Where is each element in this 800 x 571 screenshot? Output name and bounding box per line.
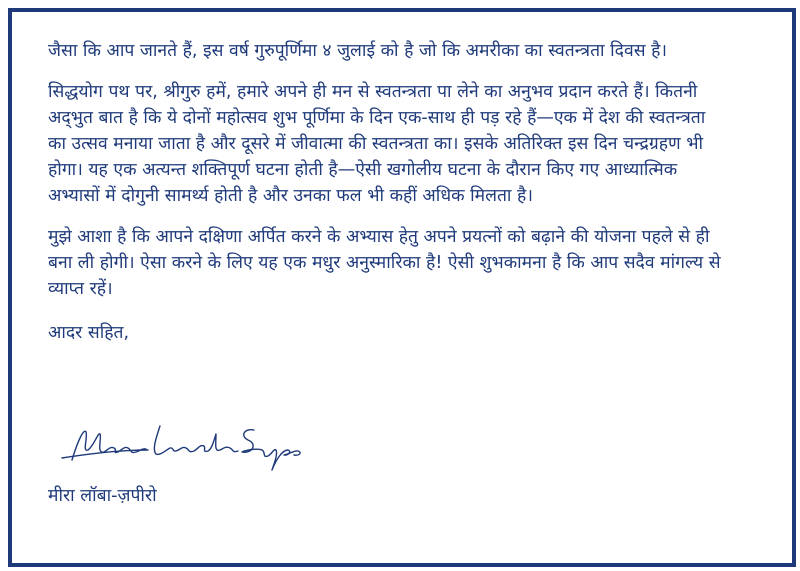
paragraph-2: सिद्धयोग पथ पर, श्रीगुरु हमें, हमारे अपने ही मन से स्वतन्त्रता पा लेने का अनुभव प्रदान करते हैं। कितनी अद्‌भुत बात है कि ये दोनों महोत्सव शुभ पूर्णिमा के दिन एक-साथ ही पड़ रहे हैं—एक में देश की स्वतन्त्रता का उत्सव मनाया जाता है और दूसरे में जीवात्मा की स्वतन्त्रता का। इसके अतिरिक्त इस दिन चन्द्रग्रहण भी होगा। यह एक अत्यन्त शक्तिपूर्ण घटना होती है—ऐसी खगोलीय घटना के दौरान किए गए आध्यात्मिक अभ्यासों में दोगुनी सामर्थ्य होती है और उनका फल भी कहीं अधिक मिलता है। xyxy=(48,82,706,206)
paragraph-3: मुझे आशा है कि आपने दक्षिणा अर्पित करने के अभ्यास हेतु अपने प्रयत्नों को बढ़ाने की योजना पहले से ही बना ली होगी। ऐसा करने के लिए यह एक मधुर अनुस्मारिका है! ऐसी शुभकामना है कि आप सदैव मांगल्य से व्याप्त रहें। xyxy=(48,227,721,299)
handwritten-signature xyxy=(48,420,308,480)
signer-name: मीरा लॉबा-ज़पीरो xyxy=(48,486,157,506)
paragraph-1: जैसा कि आप जानते हैं, इस वर्ष गुरुपूर्णिमा ४ जुलाई को है जो कि अमरीका का स्वतन्त्रता दिवस है। xyxy=(48,41,668,61)
closing-salutation: आदर सहित, xyxy=(48,323,130,343)
letter-body xyxy=(48,38,728,346)
